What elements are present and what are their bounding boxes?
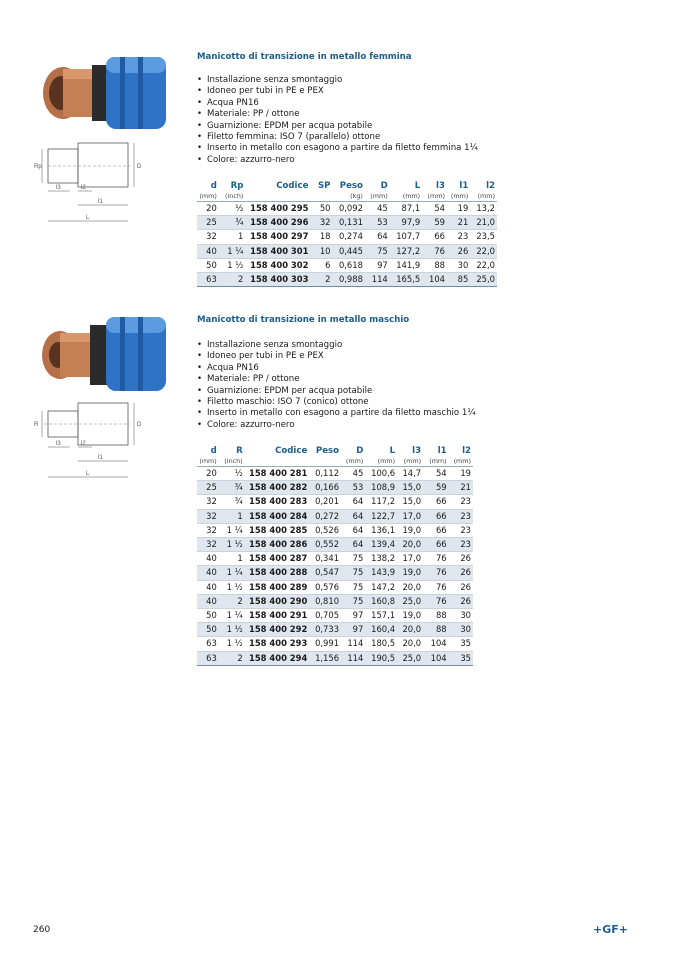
table-cell: 0,274 bbox=[332, 230, 364, 244]
product-code-cell: 158 400 294 bbox=[245, 651, 310, 665]
table-cell: 1 bbox=[219, 552, 245, 566]
feature-item: • Colore: azzurro-nero bbox=[197, 155, 478, 166]
table-cell: 40 bbox=[197, 244, 219, 258]
spec-table-male bbox=[197, 446, 473, 666]
table-cell: 22,0 bbox=[470, 244, 497, 258]
table-cell: 1 bbox=[219, 509, 245, 523]
table-cell: 0,547 bbox=[309, 566, 341, 580]
table-cell: 97 bbox=[341, 623, 365, 637]
table-cell: 0,112 bbox=[309, 467, 341, 481]
unit-cell: (mm) bbox=[470, 192, 497, 202]
table-cell: 21,0 bbox=[470, 216, 497, 230]
table-cell: 0,526 bbox=[309, 523, 341, 537]
table-cell: 2 bbox=[310, 273, 332, 287]
product-code-cell: 158 400 295 bbox=[245, 202, 310, 216]
product-code-cell: 158 400 288 bbox=[245, 566, 310, 580]
unit-cell: (mm) bbox=[365, 192, 390, 202]
table-cell: 63 bbox=[197, 651, 219, 665]
product-code-cell: 158 400 301 bbox=[245, 244, 310, 258]
table-cell: 66 bbox=[423, 523, 449, 537]
table-cell: 76 bbox=[423, 580, 449, 594]
table-cell: ¾ bbox=[219, 495, 245, 509]
table-cell: 22,0 bbox=[470, 258, 497, 272]
table-cell: 1 ¼ bbox=[219, 523, 245, 537]
feature-item: • Filetto maschio: ISO 7 (conico) ottone bbox=[197, 397, 476, 408]
table-cell: 2 bbox=[219, 273, 246, 287]
table-cell: 40 bbox=[197, 552, 219, 566]
table-body bbox=[197, 467, 473, 666]
table-cell: 139,4 bbox=[365, 538, 397, 552]
table-cell: 147,2 bbox=[365, 580, 397, 594]
feature-item: • Guarnizione: EPDM per acqua potabile bbox=[197, 386, 476, 397]
table-cell: 30 bbox=[447, 258, 470, 272]
product-code-cell: 158 400 285 bbox=[245, 523, 310, 537]
product-code-cell: 158 400 283 bbox=[245, 495, 310, 509]
table-cell: 26 bbox=[449, 580, 473, 594]
table-cell: 165,5 bbox=[390, 273, 422, 287]
product-code-cell: 158 400 289 bbox=[245, 580, 310, 594]
table-cell: 25,0 bbox=[397, 651, 423, 665]
table-cell: 32 bbox=[197, 230, 219, 244]
column-header: SP bbox=[317, 181, 331, 191]
table-cell: 75 bbox=[341, 552, 365, 566]
unit-cell: (mm) bbox=[447, 192, 470, 202]
table-cell: 50 bbox=[310, 202, 332, 216]
table-cell: 75 bbox=[365, 244, 390, 258]
table-cell: 88 bbox=[423, 623, 449, 637]
male-fitting-drawing bbox=[30, 397, 160, 487]
table-row bbox=[197, 623, 473, 637]
table-cell: 25,0 bbox=[470, 273, 497, 287]
table-row bbox=[197, 467, 473, 481]
table-cell: 20,0 bbox=[397, 637, 423, 651]
table-cell: 45 bbox=[341, 467, 365, 481]
table-cell: 53 bbox=[365, 216, 390, 230]
table-cell: 2 bbox=[219, 594, 245, 608]
table-cell: 114 bbox=[341, 637, 365, 651]
table-cell: 157,1 bbox=[365, 609, 397, 623]
product-code-cell: 158 400 284 bbox=[245, 509, 310, 523]
dim-label-l3: l3 bbox=[56, 441, 61, 447]
dim-label-r: R bbox=[34, 422, 39, 428]
table-unit-row bbox=[197, 192, 497, 202]
table-cell: 87,1 bbox=[390, 202, 422, 216]
table-row bbox=[197, 566, 473, 580]
table-cell: 190,5 bbox=[365, 651, 397, 665]
dim-label-l1: l1 bbox=[98, 199, 103, 205]
table-cell: ¾ bbox=[219, 481, 245, 495]
column-header: l3 bbox=[412, 446, 422, 456]
table-row bbox=[197, 202, 497, 216]
table-cell: 143,9 bbox=[365, 566, 397, 580]
column-header: Rp bbox=[230, 181, 244, 191]
table-cell: 107,7 bbox=[390, 230, 422, 244]
dim-label-l2: l2 bbox=[81, 441, 86, 447]
column-header: l2 bbox=[486, 181, 495, 191]
table-cell: 14,7 bbox=[397, 467, 423, 481]
column-header: l3 bbox=[436, 181, 445, 191]
feature-item: • Idoneo per tubi in PE e PEX bbox=[197, 351, 476, 362]
table-cell: 104 bbox=[423, 651, 449, 665]
unit-cell: (mm) bbox=[449, 457, 473, 467]
table-cell: 0,576 bbox=[309, 580, 341, 594]
table-cell: 17,0 bbox=[397, 552, 423, 566]
dim-label-l3: l3 bbox=[56, 185, 61, 191]
table-cell: 0,341 bbox=[309, 552, 341, 566]
table-cell: 0,618 bbox=[332, 258, 364, 272]
dim-label-l: L bbox=[86, 215, 90, 221]
feature-item: • Colore: azzurro-nero bbox=[197, 420, 476, 431]
table-header-row bbox=[197, 446, 473, 457]
table-row bbox=[197, 509, 473, 523]
table-cell: 20 bbox=[197, 202, 219, 216]
table-cell: 1 ½ bbox=[219, 637, 245, 651]
table-cell: 104 bbox=[422, 273, 447, 287]
product-code-cell: 158 400 293 bbox=[245, 637, 310, 651]
table-cell: 23 bbox=[449, 523, 473, 537]
table-cell: 1 ¼ bbox=[219, 566, 245, 580]
table-cell: 53 bbox=[341, 481, 365, 495]
section-title: Manicotto di transizione in metallo femmina bbox=[197, 52, 412, 62]
table-cell: 19 bbox=[447, 202, 470, 216]
table-row bbox=[197, 216, 497, 230]
feature-item: • Inserto in metallo con esagono a partire da filetto maschio 1¼ bbox=[197, 408, 476, 419]
table-cell: 0,988 bbox=[332, 273, 364, 287]
table-cell: 76 bbox=[422, 244, 447, 258]
column-header: Peso bbox=[339, 181, 363, 191]
unit-cell bbox=[245, 457, 310, 467]
table-cell: 100,6 bbox=[365, 467, 397, 481]
product-code-cell: 158 400 290 bbox=[245, 594, 310, 608]
unit-cell: (mm) bbox=[341, 457, 365, 467]
table-cell: 0,733 bbox=[309, 623, 341, 637]
table-cell: 19 bbox=[449, 467, 473, 481]
section-title: Manicotto di transizione in metallo maschio bbox=[197, 315, 410, 325]
feature-item: • Materiale: PP / ottone bbox=[197, 109, 478, 120]
table-cell: 30 bbox=[449, 609, 473, 623]
column-header: l2 bbox=[462, 446, 471, 456]
unit-cell: (mm) bbox=[390, 192, 422, 202]
table-cell: 19,0 bbox=[397, 609, 423, 623]
table-cell: 63 bbox=[197, 637, 219, 651]
table-cell: 1 ½ bbox=[219, 580, 245, 594]
table-cell: 26 bbox=[447, 244, 470, 258]
table-cell: 1 bbox=[219, 230, 246, 244]
table-cell: 23,5 bbox=[470, 230, 497, 244]
table-cell: 66 bbox=[423, 495, 449, 509]
table-row bbox=[197, 552, 473, 566]
table-cell: 97 bbox=[365, 258, 390, 272]
table-row bbox=[197, 523, 473, 537]
column-header: R bbox=[236, 446, 243, 456]
table-row bbox=[197, 580, 473, 594]
table-cell: 26 bbox=[449, 552, 473, 566]
table-cell: 15,0 bbox=[397, 481, 423, 495]
table-cell: 25,0 bbox=[397, 594, 423, 608]
table-cell: 50 bbox=[197, 258, 219, 272]
dim-label-rp: Rp bbox=[34, 164, 42, 170]
product-code-cell: 158 400 282 bbox=[245, 481, 310, 495]
feature-item: • Materiale: PP / ottone bbox=[197, 374, 476, 385]
table-cell: 97,9 bbox=[390, 216, 422, 230]
table-cell: 40 bbox=[197, 580, 219, 594]
table-cell: 122,7 bbox=[365, 509, 397, 523]
table-cell: 88 bbox=[422, 258, 447, 272]
table-cell: 6 bbox=[310, 258, 332, 272]
table-cell: 32 bbox=[197, 538, 219, 552]
table-cell: 20,0 bbox=[397, 580, 423, 594]
table-cell: 63 bbox=[197, 273, 219, 287]
unit-cell bbox=[245, 192, 310, 202]
table-cell: 32 bbox=[197, 509, 219, 523]
table-cell: ½ bbox=[219, 467, 245, 481]
page-number: 260 bbox=[33, 925, 51, 935]
table-row bbox=[197, 273, 497, 287]
product-code-cell: 158 400 292 bbox=[245, 623, 310, 637]
table-cell: 76 bbox=[423, 566, 449, 580]
table-cell: 50 bbox=[197, 609, 219, 623]
table-cell: 64 bbox=[341, 509, 365, 523]
table-cell: 25 bbox=[197, 216, 219, 230]
unit-cell: (inch) bbox=[219, 457, 245, 467]
dim-label-l2: l2 bbox=[81, 185, 86, 191]
product-code-cell: 158 400 287 bbox=[245, 552, 310, 566]
table-cell: 76 bbox=[423, 552, 449, 566]
table-cell: 1 ¼ bbox=[219, 609, 245, 623]
product-code-cell: 158 400 302 bbox=[245, 258, 310, 272]
table-cell: 1 ¼ bbox=[219, 244, 246, 258]
feature-item: • Inserto in metallo con esagono a partire da filetto femmina 1¼ bbox=[197, 143, 478, 154]
table-cell: 0,552 bbox=[309, 538, 341, 552]
table-cell: 0,131 bbox=[332, 216, 364, 230]
table-cell: 66 bbox=[422, 230, 447, 244]
table-cell: 114 bbox=[365, 273, 390, 287]
column-header: l1 bbox=[437, 446, 447, 456]
unit-cell bbox=[309, 457, 341, 467]
column-header: D bbox=[356, 446, 364, 456]
table-cell: 0,705 bbox=[309, 609, 341, 623]
table-cell: 88 bbox=[423, 609, 449, 623]
table-cell: 23 bbox=[447, 230, 470, 244]
product-code-cell: 158 400 296 bbox=[245, 216, 310, 230]
table-unit-row bbox=[197, 457, 473, 467]
feature-item: • Installazione senza smontaggio bbox=[197, 75, 478, 86]
unit-cell: (mm) bbox=[197, 457, 219, 467]
table-cell: 0,092 bbox=[332, 202, 364, 216]
table-row bbox=[197, 637, 473, 651]
table-cell: 13,2 bbox=[470, 202, 497, 216]
table-cell: 1 ½ bbox=[219, 538, 245, 552]
table-cell: 0,201 bbox=[309, 495, 341, 509]
unit-cell: (mm) bbox=[423, 457, 449, 467]
gf-logo: +GF+ bbox=[593, 923, 628, 936]
table-cell: 35 bbox=[449, 651, 473, 665]
table-cell: 160,8 bbox=[365, 594, 397, 608]
table-cell: 23 bbox=[449, 509, 473, 523]
feature-list bbox=[197, 340, 476, 431]
column-header: d bbox=[210, 446, 217, 456]
spec-table-female bbox=[197, 181, 497, 287]
table-cell: 0,272 bbox=[309, 509, 341, 523]
table-row bbox=[197, 258, 497, 272]
table-cell: 75 bbox=[341, 580, 365, 594]
column-header: L bbox=[389, 446, 396, 456]
unit-cell: (mm) bbox=[365, 457, 397, 467]
table-cell: 64 bbox=[341, 495, 365, 509]
table-cell: 76 bbox=[423, 594, 449, 608]
product-code-cell: 158 400 281 bbox=[245, 467, 310, 481]
table-cell: 32 bbox=[310, 216, 332, 230]
table-cell: 32 bbox=[197, 523, 219, 537]
table-cell: 117,2 bbox=[365, 495, 397, 509]
table-cell: 21 bbox=[447, 216, 470, 230]
male-fitting-photo bbox=[30, 307, 190, 397]
column-header: d bbox=[210, 181, 217, 191]
table-cell: 35 bbox=[449, 637, 473, 651]
table-cell: 160,4 bbox=[365, 623, 397, 637]
table-cell: 0,166 bbox=[309, 481, 341, 495]
table-row bbox=[197, 244, 497, 258]
table-cell: 66 bbox=[423, 538, 449, 552]
product-code-cell: 158 400 303 bbox=[245, 273, 310, 287]
table-cell: 17,0 bbox=[397, 509, 423, 523]
table-cell: 127,2 bbox=[390, 244, 422, 258]
table-cell: 75 bbox=[341, 566, 365, 580]
product-code-cell: 158 400 297 bbox=[245, 230, 310, 244]
unit-cell: (kg) bbox=[332, 192, 364, 202]
table-cell: 1 ½ bbox=[219, 623, 245, 637]
table-cell: 23 bbox=[449, 538, 473, 552]
table-cell: 64 bbox=[365, 230, 390, 244]
table-cell: 136,1 bbox=[365, 523, 397, 537]
table-cell: 20,0 bbox=[397, 538, 423, 552]
table-cell: 75 bbox=[341, 594, 365, 608]
table-cell: 40 bbox=[197, 594, 219, 608]
table-row bbox=[197, 651, 473, 665]
table-row bbox=[197, 538, 473, 552]
unit-cell: (mm) bbox=[397, 457, 423, 467]
female-fitting-drawing bbox=[30, 135, 160, 230]
table-row bbox=[197, 495, 473, 509]
table-cell: 180,5 bbox=[365, 637, 397, 651]
female-fitting-photo bbox=[30, 45, 190, 135]
product-code-cell: 158 400 291 bbox=[245, 609, 310, 623]
feature-item: • Guarnizione: EPDM per acqua potabile bbox=[197, 121, 478, 132]
table-cell: 0,991 bbox=[309, 637, 341, 651]
table-body bbox=[197, 202, 497, 287]
table-cell: 104 bbox=[423, 637, 449, 651]
unit-cell: (mm) bbox=[422, 192, 447, 202]
table-cell: 1 ½ bbox=[219, 258, 246, 272]
unit-cell bbox=[310, 192, 332, 202]
table-cell: 59 bbox=[423, 481, 449, 495]
column-header: l1 bbox=[459, 181, 469, 191]
table-cell: 15,0 bbox=[397, 495, 423, 509]
table-cell: 19,0 bbox=[397, 566, 423, 580]
table-cell: 138,2 bbox=[365, 552, 397, 566]
table-cell: 66 bbox=[423, 509, 449, 523]
table-cell: 45 bbox=[365, 202, 390, 216]
column-header: Codice bbox=[275, 446, 308, 456]
feature-item: • Acqua PN16 bbox=[197, 98, 478, 109]
dim-label-d: D bbox=[137, 164, 142, 170]
table-cell: 64 bbox=[341, 523, 365, 537]
table-cell: 25 bbox=[197, 481, 219, 495]
table-row bbox=[197, 230, 497, 244]
table-cell: 0,810 bbox=[309, 594, 341, 608]
table-cell: 1,156 bbox=[309, 651, 341, 665]
dim-label-l: L bbox=[86, 471, 90, 477]
dim-label-l1: l1 bbox=[98, 455, 103, 461]
table-cell: 0,445 bbox=[332, 244, 364, 258]
table-cell: 64 bbox=[341, 538, 365, 552]
table-cell: 59 bbox=[422, 216, 447, 230]
table-cell: 50 bbox=[197, 623, 219, 637]
table-cell: 19,0 bbox=[397, 523, 423, 537]
table-cell: 108,9 bbox=[365, 481, 397, 495]
dim-label-d: D bbox=[137, 422, 142, 428]
table-cell: 20 bbox=[197, 467, 219, 481]
table-cell: 114 bbox=[341, 651, 365, 665]
table-cell: 141,9 bbox=[390, 258, 422, 272]
product-code-cell: 158 400 286 bbox=[245, 538, 310, 552]
table-cell: 85 bbox=[447, 273, 470, 287]
table-cell: 10 bbox=[310, 244, 332, 258]
table-cell: 32 bbox=[197, 495, 219, 509]
table-cell: 54 bbox=[423, 467, 449, 481]
feature-item: • Installazione senza smontaggio bbox=[197, 340, 476, 351]
table-cell: 26 bbox=[449, 594, 473, 608]
column-header: D bbox=[380, 181, 388, 191]
feature-item: • Filetto femmina: ISO 7 (parallelo) ottone bbox=[197, 132, 478, 143]
table-cell: 2 bbox=[219, 651, 245, 665]
table-cell: ¾ bbox=[219, 216, 246, 230]
column-header: Peso bbox=[315, 446, 340, 456]
feature-item: • Idoneo per tubi in PE e PEX bbox=[197, 86, 478, 97]
table-cell: 97 bbox=[341, 609, 365, 623]
table-cell: 54 bbox=[422, 202, 447, 216]
column-header: L bbox=[414, 181, 421, 191]
table-cell: 23 bbox=[449, 495, 473, 509]
feature-list bbox=[197, 75, 478, 166]
table-row bbox=[197, 594, 473, 608]
column-header: Codice bbox=[276, 181, 309, 191]
table-row bbox=[197, 481, 473, 495]
table-cell: 18 bbox=[310, 230, 332, 244]
table-cell: ½ bbox=[219, 202, 246, 216]
table-cell: 20,0 bbox=[397, 623, 423, 637]
table-cell: 26 bbox=[449, 566, 473, 580]
table-row bbox=[197, 609, 473, 623]
unit-cell: (mm) bbox=[197, 192, 219, 202]
feature-item: • Acqua PN16 bbox=[197, 363, 476, 374]
table-cell: 30 bbox=[449, 623, 473, 637]
table-header-row bbox=[197, 181, 497, 192]
unit-cell: (inch) bbox=[219, 192, 246, 202]
table-cell: 21 bbox=[449, 481, 473, 495]
table-cell: 40 bbox=[197, 566, 219, 580]
